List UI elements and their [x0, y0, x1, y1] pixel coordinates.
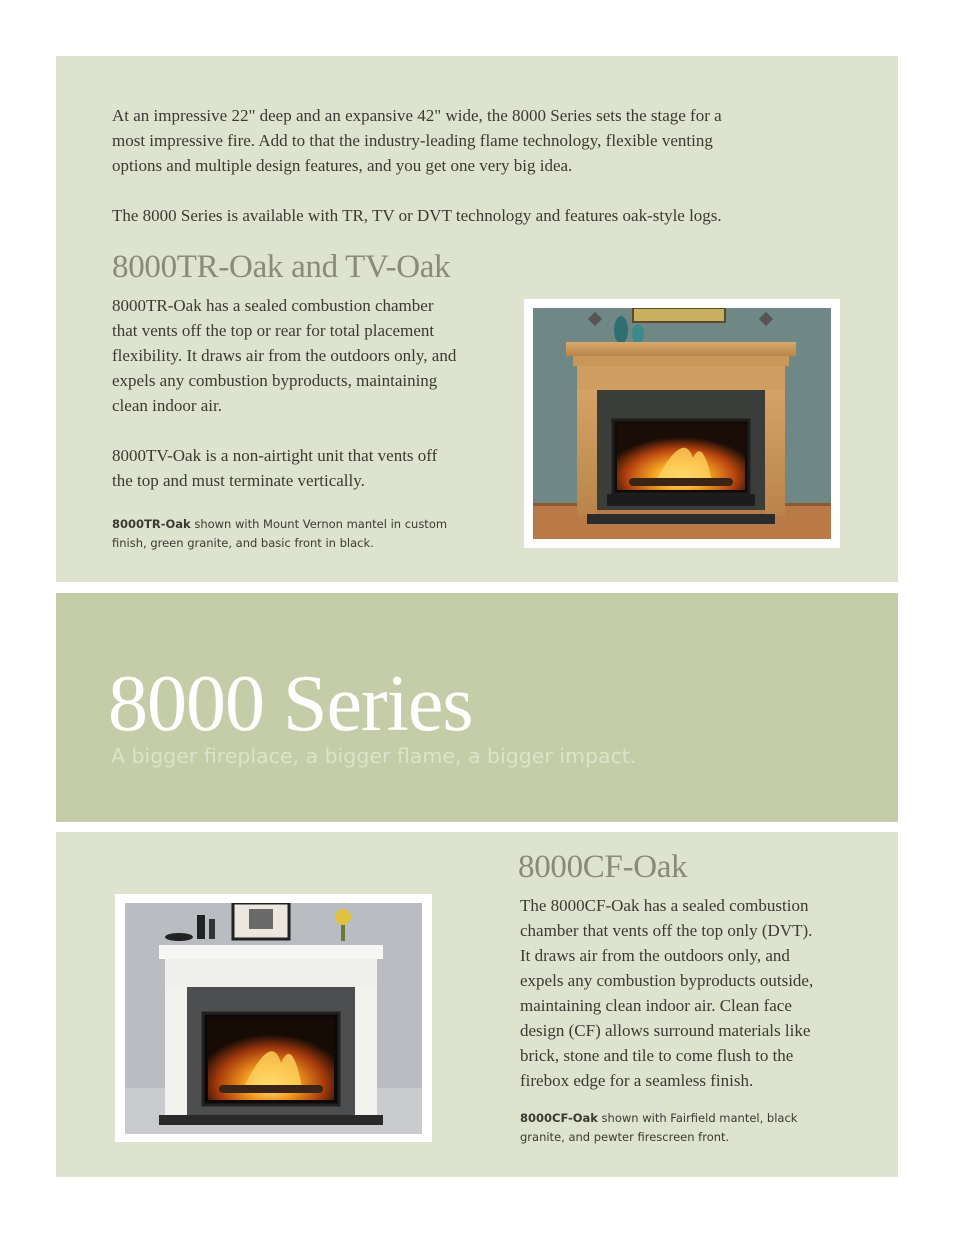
cf-line: chamber that vents off the top only (DVT). — [520, 921, 813, 940]
cf-line: maintaining clean indoor air. Clean face — [520, 996, 792, 1015]
tr-paragraph — [112, 293, 456, 418]
intro-line: most impressive fire. Add to that the industry-leading flame technology, flexible venting — [112, 131, 713, 150]
cf-line: design (CF) allows surround materials like — [520, 1021, 811, 1040]
cf-section-heading: 8000CF-Oak — [518, 849, 688, 885]
white-mantel-fireplace-image — [125, 903, 422, 1134]
cf-line: The 8000CF-Oak has a sealed combustion — [520, 896, 809, 915]
cf-panel — [56, 832, 898, 1177]
tr-fireplace-photo — [533, 308, 831, 539]
tv-paragraph — [112, 443, 437, 493]
tr-line: flexibility. It draws air from the outdoors only, and — [112, 346, 457, 365]
tr-line: clean indoor air. — [112, 396, 222, 415]
tv-line: the top and must terminate vertically. — [112, 471, 365, 490]
tr-caption-text: shown with Mount Vernon mantel in custom — [190, 517, 448, 531]
oak-mantel-fireplace-image — [533, 308, 831, 539]
tr-line: that vents off the top or rear for total placement — [112, 321, 435, 340]
cf-photo-caption — [520, 1109, 797, 1147]
tr-caption-text-2: finish, green granite, and basic front in black. — [112, 536, 374, 550]
cf-line: expels any combustion byproducts outside, — [520, 971, 814, 990]
cf-line: It draws air from the outdoors only, and — [520, 946, 790, 965]
cf-fireplace-photo — [125, 903, 422, 1134]
cf-caption-model: 8000CF-Oak — [520, 1111, 598, 1125]
intro-paragraph-2: The 8000 Series is available with TR, TV or DVT technology and features oak-style logs. — [112, 206, 722, 225]
intro-panel — [56, 56, 898, 582]
series-banner — [56, 593, 898, 822]
tr-section-heading: 8000TR-Oak and TV-Oak — [112, 249, 451, 285]
cf-line: brick, stone and tile to come flush to the — [520, 1046, 794, 1065]
cf-caption-text: shown with Fairfield mantel, black — [597, 1111, 798, 1125]
series-title: 8000 Series — [108, 660, 473, 748]
tr-line: expels any combustion byproducts, maintaining — [112, 371, 438, 390]
cf-photo-frame — [115, 894, 432, 1142]
cf-line: firebox edge for a seamless finish. — [520, 1071, 754, 1090]
cf-caption-text-2: granite, and pewter firescreen front. — [520, 1130, 730, 1144]
tr-line: 8000TR-Oak has a sealed combustion chamber — [112, 296, 434, 315]
intro-line: At an impressive 22" deep and an expansive 42" wide, the 8000 Series sets the stage for a — [112, 106, 722, 125]
tr-photo-caption — [112, 515, 447, 553]
intro-paragraph — [112, 103, 722, 178]
tr-caption-model: 8000TR-Oak — [112, 517, 191, 531]
cf-paragraph — [520, 893, 813, 1093]
series-tagline: A bigger fireplace, a bigger flame, a bigger impact. — [111, 744, 637, 768]
tr-photo-frame — [524, 299, 840, 548]
tv-line: 8000TV-Oak is a non-airtight unit that vents off — [112, 446, 438, 465]
intro-line: options and multiple design features, and you get one very big idea. — [112, 156, 573, 175]
